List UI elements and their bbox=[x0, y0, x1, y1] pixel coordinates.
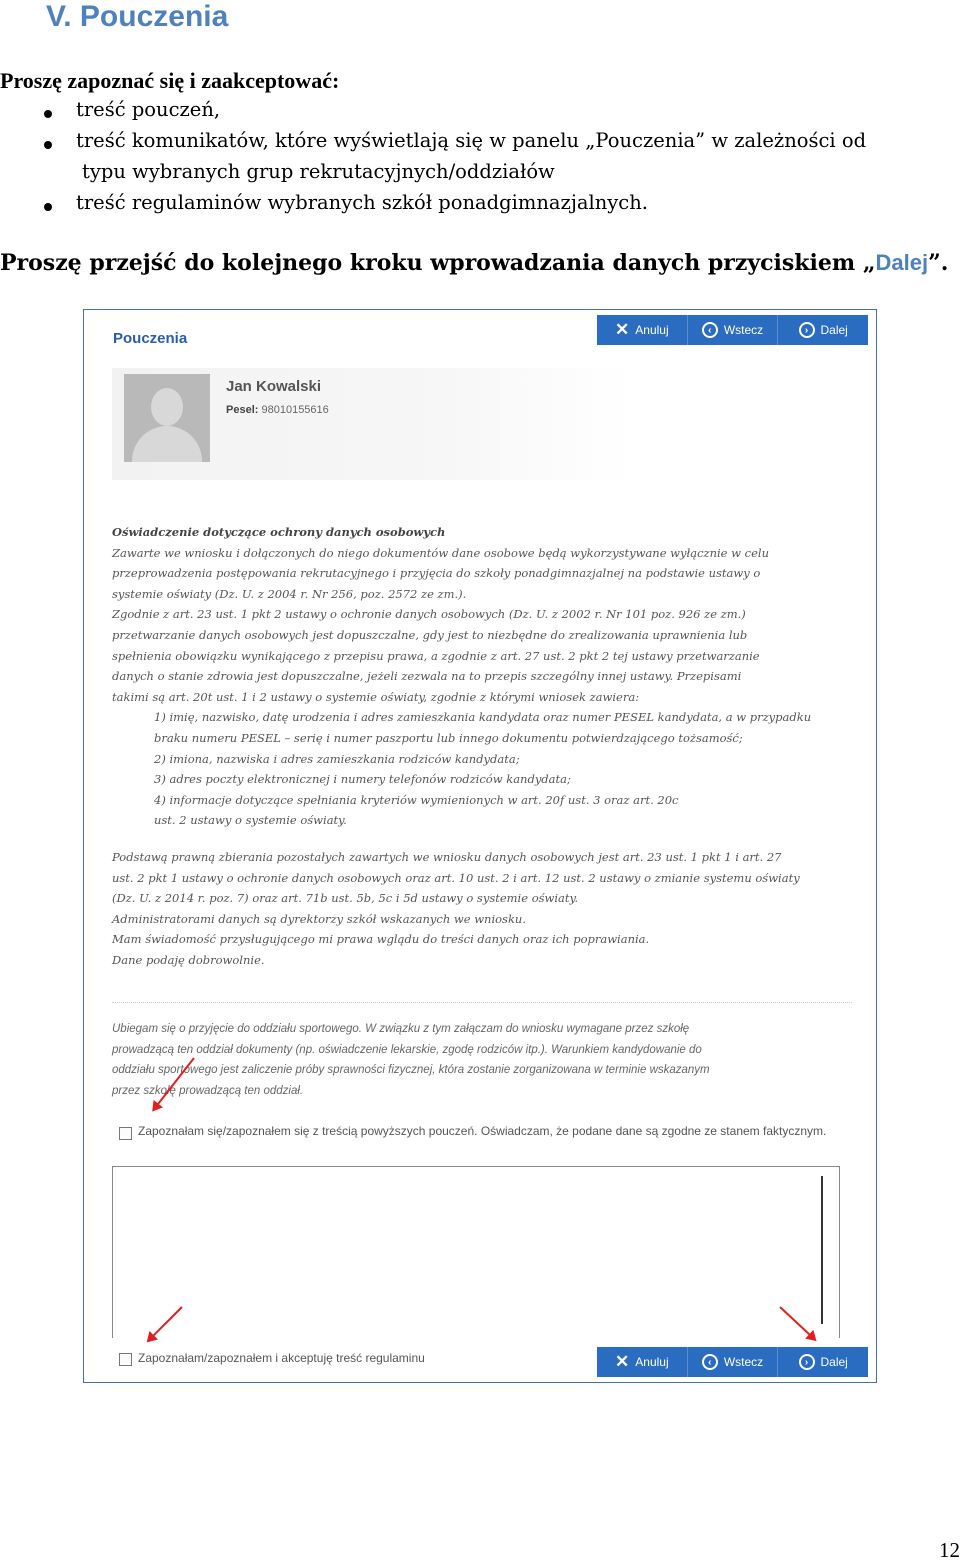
declaration-list-item: 4) informacje dotyczące spełniania kryteriów wymienionych w art. 20f ust. 3 oraz art. 20c bbox=[154, 792, 679, 807]
chevron-right-icon: › bbox=[799, 322, 815, 338]
next-step-text: Proszę przejść do kolejnego kroku wprowadzania danych przyciskiem „ bbox=[0, 250, 876, 276]
chevron-left-icon: ‹ bbox=[702, 322, 718, 338]
declaration-list-item: braku numeru PESEL – serię i numer paszportu lub innego dokumentu potwierdzającego tożsamość; bbox=[154, 730, 743, 745]
close-icon: ✕ bbox=[615, 1352, 630, 1371]
profile-pesel bbox=[226, 404, 329, 416]
declaration-line: Administratorami danych są dyrektorzy szkół wskazanych we wniosku. bbox=[112, 911, 526, 926]
sport-line: Ubiegam się o przyjęcie do oddziału sportowego. W związku z tym załączam do wniosku wymagane przez szkołę bbox=[112, 1023, 690, 1035]
declaration-line: Dane podaję dobrowolnie. bbox=[112, 952, 265, 967]
pesel-value: 98010155616 bbox=[261, 404, 329, 416]
declaration-line: takimi są art. 20t ust. 1 i 2 ustawy o systemie oświaty, zgodnie z którymi wniosek zawiera: bbox=[112, 689, 640, 704]
declaration-line: przetwarzanie danych osobowych jest dopuszczalne, gdy jest to niezbędne do zrealizowania uprawnienia lub bbox=[112, 627, 748, 642]
declaration-title: Oświadczenie dotyczące ochrony danych osobowych bbox=[112, 525, 446, 539]
regulation-textbox[interactable] bbox=[112, 1166, 840, 1338]
list-item: treść komunikatów, które wyświetlają się w panelu „Pouczenia” w zależności od bbox=[76, 129, 867, 152]
next-step-button-name: Dalej bbox=[875, 250, 929, 275]
next-step-end: ”. bbox=[928, 250, 949, 276]
declaration-line: przeprowadzenia postępowania rekrutacyjnego i przyjęcia do szkoły ponadgimnazjalnej na podstawie ustawy o bbox=[112, 566, 761, 581]
list-item: treść pouczeń, bbox=[76, 98, 221, 121]
top-toolbar bbox=[597, 315, 868, 345]
declaration-line: ust. 2 pkt 1 ustawy o ochronie danych osobowych oraz art. 10 ust. 2 i art. 12 ust. 2 ustawy o zmianie systemu oświaty bbox=[112, 870, 800, 885]
cancel-label: Anuluj bbox=[635, 323, 669, 337]
intro-text: Proszę zapoznać się i zaakceptować: bbox=[0, 68, 340, 93]
sport-line: przez szkołę prowadzącą ten oddział. bbox=[112, 1084, 304, 1097]
declaration-list-item: ust. 2 ustawy o systemie oświaty. bbox=[154, 813, 347, 828]
next-button[interactable] bbox=[778, 1347, 868, 1377]
declaration-line: spełnienia obowiązku wynikającego z przepisu prawa, a zgodnie z art. 27 ust. 2 pkt 2 tej ustawy przetwarzanie bbox=[112, 648, 760, 663]
cancel-button[interactable] bbox=[597, 1347, 688, 1377]
chevron-left-icon: ‹ bbox=[702, 1354, 718, 1370]
cancel-label: Anuluj bbox=[635, 1355, 669, 1369]
declaration-line: Mam świadomość przysługującego mi prawa wglądu do treści danych oraz ich poprawiania. bbox=[112, 932, 650, 947]
list-item: treść regulaminów wybranych szkół ponadgimnazjalnych. bbox=[76, 191, 648, 214]
declaration-list-item: 1) imię, nazwisko, datę urodzenia i adres zamieszkania kandydata oraz numer PESEL kandydata, a w przypadku bbox=[154, 710, 812, 725]
avatar-body-icon bbox=[132, 426, 202, 462]
back-button[interactable] bbox=[688, 1347, 779, 1377]
declaration-list-item: 2) imiona, nazwiska i adres zamieszkania rodziców kandydata; bbox=[154, 751, 520, 766]
bullet-icon bbox=[44, 203, 52, 211]
next-button[interactable] bbox=[778, 315, 868, 345]
chevron-right-icon: › bbox=[799, 1354, 815, 1370]
declaration-line: Zawarte we wniosku i dołączonych do niego dokumentów dane osobowe będą wykorzystywane wyłącznie w celu bbox=[112, 545, 769, 560]
profile-name: Jan Kowalski bbox=[226, 378, 322, 395]
back-label: Wstecz bbox=[723, 323, 764, 337]
declaration-line: systemie oświaty (Dz. U. z 2004 r. Nr 256, poz. 2572 ze zm.). bbox=[112, 586, 467, 601]
embedded-screenshot bbox=[83, 309, 877, 1383]
close-icon: ✕ bbox=[615, 320, 630, 339]
back-label: Wstecz bbox=[723, 1355, 764, 1369]
bullet-icon bbox=[44, 110, 52, 118]
profile-card bbox=[112, 368, 852, 480]
sport-line: oddziału sportowego jest zaliczenie próby sprawności fizycznej, która zostanie zorganizowana w terminie wskazanym bbox=[112, 1064, 710, 1077]
regulamin-checkbox[interactable] bbox=[119, 1353, 132, 1366]
bottom-toolbar bbox=[597, 1347, 868, 1377]
bullet-icon bbox=[44, 141, 52, 149]
pesel-label: Pesel: bbox=[226, 404, 259, 416]
divider bbox=[112, 1002, 852, 1003]
next-label: Dalej bbox=[820, 1355, 848, 1369]
panel-title: Pouczenia bbox=[113, 330, 188, 347]
avatar-head-icon bbox=[151, 388, 183, 426]
declaration-line: danych o stanie zdrowia jest dopuszczalne, jeżeli zezwala na to przepis szczególny innej ustawy. Przepisami bbox=[112, 669, 742, 684]
next-label: Dalej bbox=[820, 323, 848, 337]
page-number: 12 bbox=[939, 1538, 960, 1562]
declaration-line: Podstawą prawną zbierania pozostałych zawartych we wniosku danych osobowych jest art. 23 ust. 1 pkt 1 i art. 27 bbox=[112, 849, 782, 864]
declaration-list-item: 3) adres poczty elektronicznej i numery telefonów rodziców kandydata; bbox=[154, 772, 571, 787]
avatar bbox=[124, 374, 210, 462]
sport-line: prowadzącą ten oddział dokumenty (np. oświadczenie lekarskie, zgodę rodziców itp.). Warunkiem kandydowanie do bbox=[112, 1043, 702, 1056]
section-heading: V. Pouczenia bbox=[46, 0, 229, 33]
cancel-button[interactable] bbox=[597, 315, 688, 345]
scrollbar[interactable] bbox=[821, 1176, 823, 1324]
sport-notice bbox=[112, 1019, 802, 1101]
next-step-instruction bbox=[0, 250, 948, 276]
regulamin-checkbox-label: Zapoznałam/zapoznałem i akceptuję treść regulaminu bbox=[138, 1351, 425, 1365]
declaration-line: (Dz. U. z 2014 r. poz. 7) oraz art. 71b ust. 5b, 5c i 5d ustawy o systemie oświaty. bbox=[112, 891, 579, 906]
declaration-text bbox=[112, 522, 842, 970]
list-item-continuation: typu wybranych grup rekrutacyjnych/oddziałów bbox=[82, 160, 555, 183]
pouczenia-checkbox[interactable] bbox=[119, 1127, 132, 1140]
declaration-line: Zgodnie z art. 23 ust. 1 pkt 2 ustawy o ochronie danych osobowych (Dz. U. z 2002 r. Nr 101 poz. 926 ze zm.) bbox=[112, 607, 746, 622]
back-button[interactable] bbox=[688, 315, 779, 345]
pouczenia-checkbox-label: Zapoznałam się/zapoznałem się z treścią powyższych pouczeń. Oświadczam, że podane dane są zgodne ze stanem faktycznym. bbox=[138, 1124, 827, 1138]
